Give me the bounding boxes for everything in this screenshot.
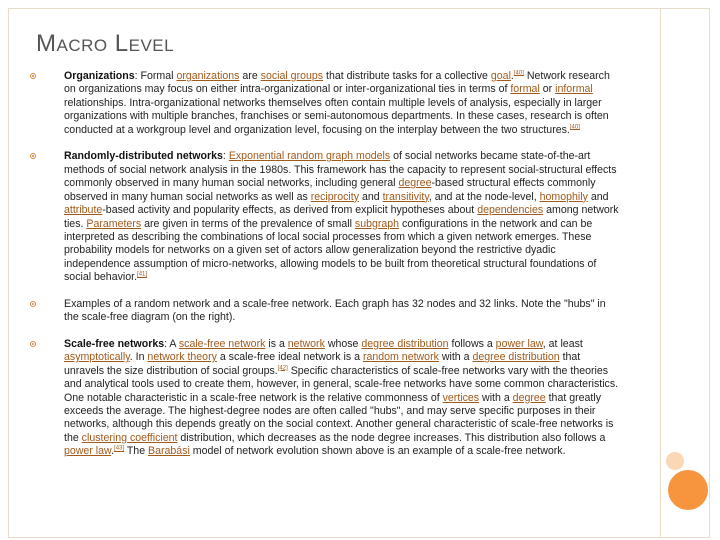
citation-link[interactable]: [40]	[569, 124, 580, 131]
bullet-list	[64, 70, 620, 472]
text-run: that greatly exceeds the average. The highest-degree nodes are often called "hubs", and may serve specific purposes in their networks, although this depends greatly on the social context. Another general characteristic of scale-free networks is the	[64, 391, 614, 444]
text-run: , and at the node-level,	[428, 190, 540, 203]
text-run: -based structural effects commonly observed in many human social networks as well as	[64, 177, 596, 203]
text-run: , at least	[542, 337, 583, 350]
bullet-item	[64, 70, 620, 137]
inline-link[interactable]: power law	[64, 445, 112, 458]
inline-link[interactable]: goal	[490, 70, 511, 82]
text-run: Specific characteristics of scale-free networks vary with the theories and analytical tools used to create them, however, in general, scale-free networks have some common characteristics. One notable characteristic in a scale-free network is the relative commonness of	[64, 364, 619, 404]
text-run: .	[510, 70, 514, 82]
inline-link[interactable]: Barabási	[148, 445, 190, 458]
text-run: : Formal	[134, 70, 177, 82]
inline-link[interactable]: network theory	[147, 351, 217, 364]
text-run: relationships. Intra-organizational networks themselves often contain multiple levels of analysis, especially in larger organizations with multiple branches, franchises or semi-autonomous departments. In these cases, research is often conducted at a workgroup level and organization level, focusing on the interplay between the two structures.	[64, 96, 609, 136]
text-run: Examples of a random network and a scale-free network. Each graph has 32 nodes and 32 links. Note the "hubs" in the scale-free diagram (on the right).	[64, 297, 606, 324]
bullet-icon	[30, 73, 36, 79]
bullet-item	[64, 150, 620, 285]
inline-link[interactable]: attribute	[64, 204, 103, 217]
text-run: . In	[129, 351, 148, 364]
inline-link[interactable]: power law	[495, 337, 543, 350]
inline-link[interactable]: vertices	[442, 391, 480, 404]
inline-link[interactable]: network	[287, 337, 325, 350]
inline-link[interactable]: Parameters	[86, 217, 142, 230]
text-run: The	[124, 445, 149, 458]
inline-link[interactable]: transitivity	[382, 190, 429, 203]
inline-link[interactable]: scale-free network	[178, 337, 266, 350]
citation-link[interactable]: [41]	[137, 271, 148, 278]
inline-link[interactable]: degree	[398, 177, 432, 190]
text-run: and	[359, 190, 383, 203]
inline-link[interactable]: random network	[362, 351, 439, 364]
text-run: with a	[438, 351, 473, 364]
slide-title: Macro Level	[36, 30, 175, 57]
inline-link[interactable]: degree	[512, 391, 546, 404]
text-run: and	[587, 190, 609, 203]
text-run: that distribute tasks for a collective	[323, 70, 491, 82]
text-run: configurations in the network and can be interpreted as describing the combinations of local social processes from which a given network emerges. These probability models for networks on a given set of actors allow generalization beyond the restrictive dyadic independence assumption of micro-networks, allowing models to be built from theoretical structural foundations of social behavior.	[64, 217, 597, 284]
inline-link[interactable]: subgraph	[354, 217, 400, 230]
bullet-item	[64, 298, 620, 325]
decorative-circle-large	[668, 470, 708, 510]
text-run: distribution, which decreases as the node degree increases. This distribution also follows a	[177, 431, 606, 444]
bold-term: Randomly-distributed networks	[64, 150, 223, 163]
bullet-icon	[30, 341, 36, 347]
text-run: :	[222, 150, 229, 163]
inline-link[interactable]: clustering coefficient	[81, 431, 178, 444]
citation-link[interactable]: [40]	[513, 70, 524, 77]
text-run: are given in terms of the prevalence of small	[141, 217, 355, 230]
text-run: among network ties.	[64, 204, 619, 230]
inline-link[interactable]: homophily	[539, 190, 588, 203]
citation-link[interactable]: [42]	[277, 365, 288, 372]
bullet-item	[64, 338, 620, 459]
text-run: -based activity and popularity effects, as derived from explicit hypotheses about	[102, 204, 478, 217]
inline-link[interactable]: degree distribution	[361, 337, 449, 350]
inline-link[interactable]: Exponential random graph models	[228, 150, 391, 163]
text-run: or	[539, 83, 556, 96]
bold-term: Organizations	[64, 70, 135, 82]
inline-link[interactable]: formal	[510, 83, 540, 96]
text-run: is a	[265, 337, 288, 350]
text-run: whose	[324, 337, 362, 350]
inline-link[interactable]: organizations	[176, 70, 240, 82]
right-divider	[660, 8, 661, 538]
citation-link[interactable]: [43]	[114, 445, 125, 452]
text-run: follows a	[448, 337, 496, 350]
text-run: a scale-free ideal network is a	[216, 351, 363, 364]
text-run: : A	[164, 337, 179, 350]
bold-term: Scale-free networks	[64, 337, 165, 350]
text-run: Network research on organizations may focus on either intra-organizational or inter-organizational ties in terms of	[64, 70, 610, 96]
inline-link[interactable]: reciprocity	[310, 190, 359, 203]
text-run: that unravels the size distribution of social groups.	[64, 351, 581, 377]
inline-link[interactable]: dependencies	[477, 204, 544, 217]
text-run: are	[239, 70, 261, 82]
text-run: with a	[479, 391, 513, 404]
decorative-circle-small	[666, 452, 684, 470]
text-run: model of network evolution shown above is an example of a scale-free network.	[189, 445, 566, 458]
inline-link[interactable]: degree distribution	[472, 351, 560, 364]
inline-link[interactable]: social groups	[260, 70, 324, 82]
text-run: of social networks became state-of-the-art methods of social network analysis in the 1980s. This framework has the capacity to represent social-structural effects commonly observed in many human social networks, including general	[64, 150, 617, 190]
inline-link[interactable]: informal	[555, 83, 593, 96]
text-run: .	[111, 445, 115, 458]
inline-link[interactable]: asymptotically	[64, 351, 130, 364]
bullet-icon	[30, 301, 36, 307]
